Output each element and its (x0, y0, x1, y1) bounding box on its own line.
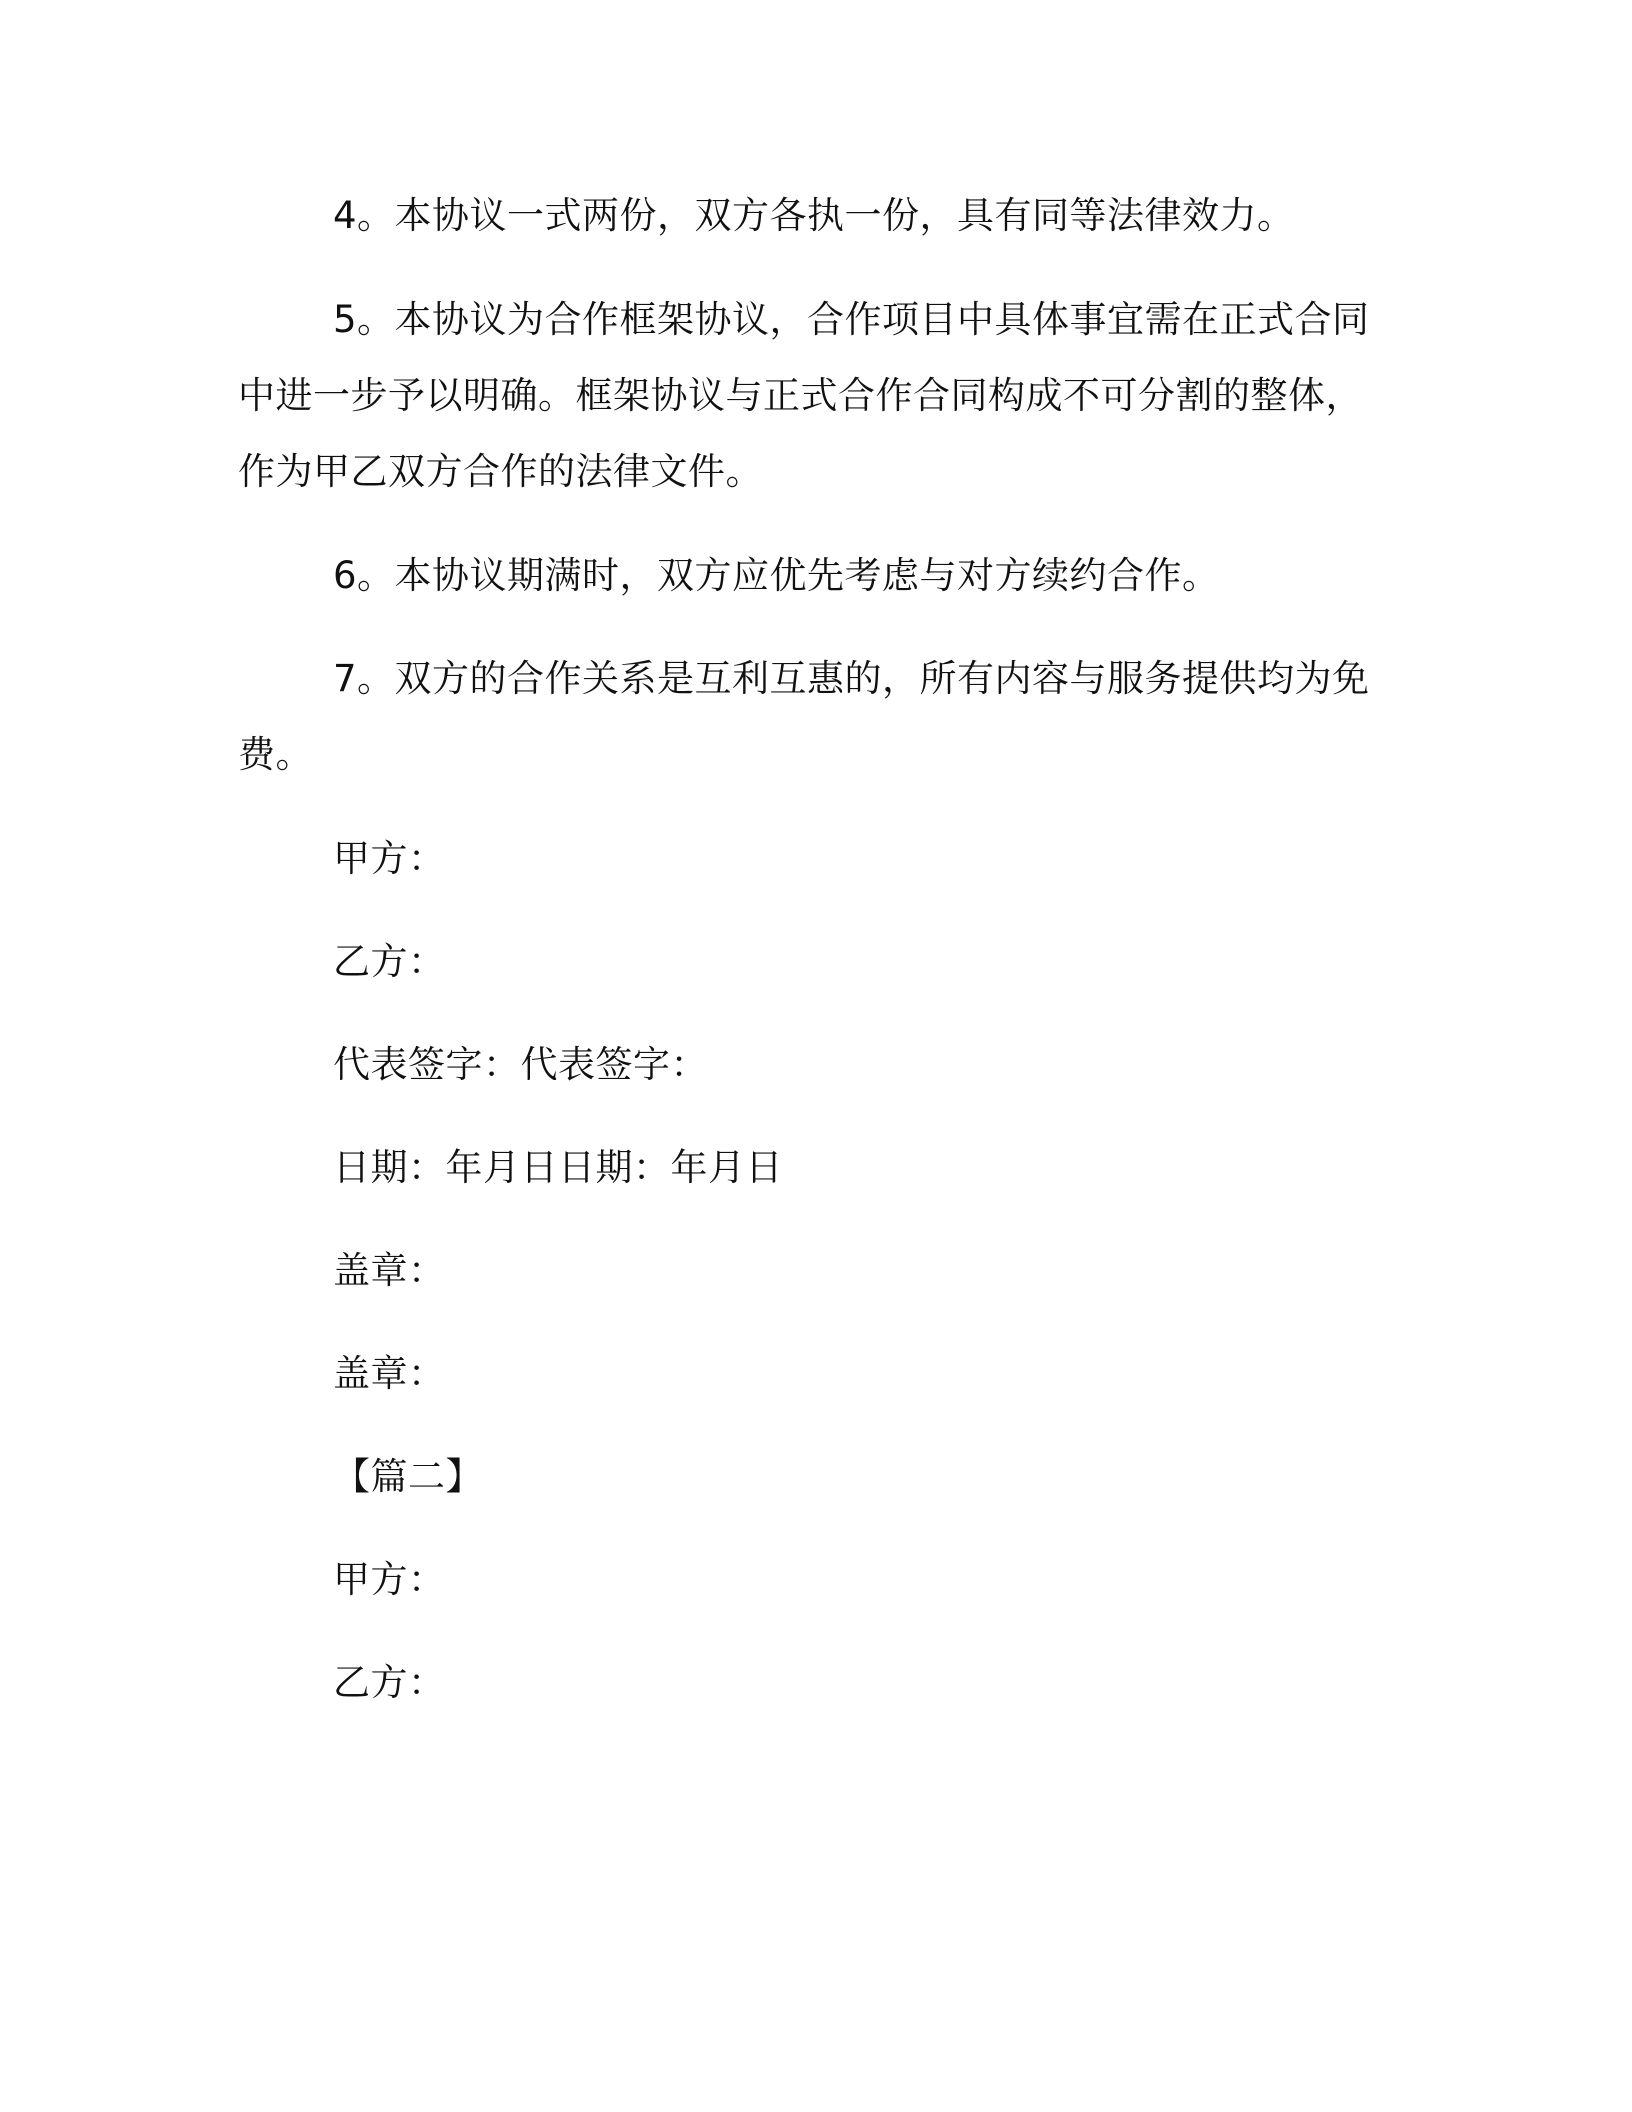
seal-label-1: 盖章： (333, 1249, 446, 1292)
seal-label-2: 盖章： (333, 1352, 446, 1395)
section-two-party-a-label: 甲方： (333, 1558, 446, 1601)
clause-5-line-2: 中进一步予以明确。框架协议与正式合作合同构成不可分割的整体， (238, 374, 1363, 417)
clause-5-line-1: 5。本协议为合作框架协议，合作项目中具体事宜需在正式合同 (333, 298, 1370, 341)
clause-7-line-2: 费。 (238, 733, 313, 776)
clause-5-line-3: 作为甲乙双方合作的法律文件。 (238, 450, 763, 493)
party-a-label: 甲方： (333, 837, 446, 880)
party-b-label: 乙方： (333, 940, 446, 983)
clause-4-line-1: 4。本协议一式两份，双方各执一份，具有同等法律效力。 (333, 194, 1295, 237)
section-two-party-b-label: 乙方： (333, 1661, 446, 1704)
representative-signature-label: 代表签字：代表签字： (333, 1043, 708, 1086)
date-label: 日期：年月日日期：年月日 (333, 1146, 783, 1189)
clause-6-line-1: 6。本协议期满时，双方应优先考虑与对方续约合作。 (333, 554, 1220, 597)
section-two-heading: 【篇二】 (333, 1455, 483, 1498)
clause-7-line-1: 7。双方的合作关系是互利互惠的，所有内容与服务提供均为免 (333, 657, 1370, 700)
